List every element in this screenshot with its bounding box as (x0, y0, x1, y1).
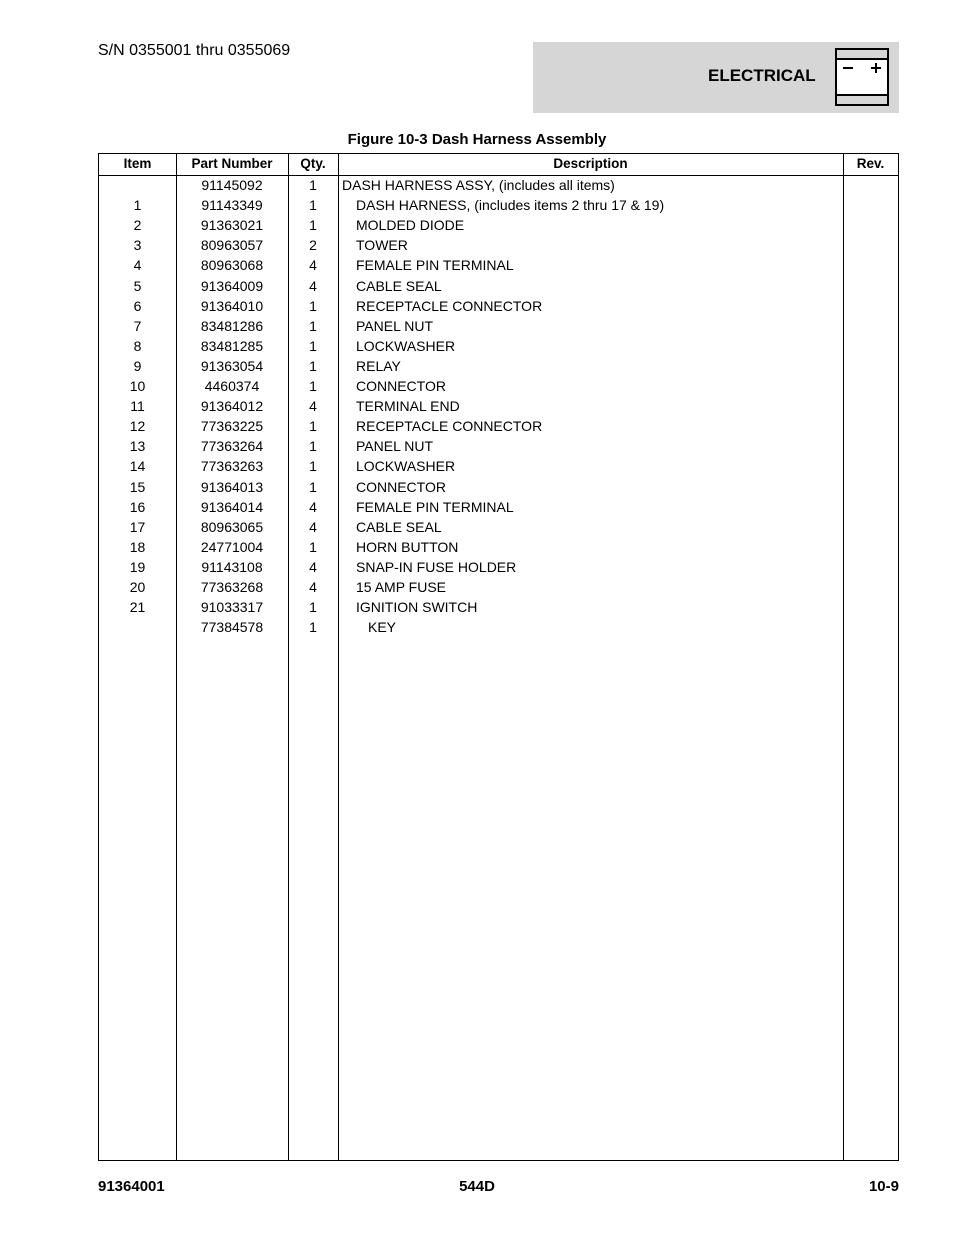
parts-table (98, 153, 899, 1161)
rev-cell (843, 356, 898, 376)
rev-cell (843, 537, 898, 557)
column-header-description: Description (553, 156, 628, 171)
description-cell: CABLE SEAL (356, 518, 442, 535)
item-cell: 4 (133, 257, 142, 274)
part-number-cell: 77363264 (200, 438, 264, 455)
battery-icon (835, 48, 889, 106)
qty-cell: 1 (309, 458, 317, 475)
part-number-cell: 77363268 (200, 579, 264, 595)
description-cell: LOCKWASHER (356, 458, 456, 475)
table-row (99, 577, 898, 597)
description-cell: TERMINAL END (356, 398, 460, 415)
rev-cell (843, 215, 898, 235)
description-cell: FEMALE PIN TERMINAL (356, 257, 514, 274)
description-cell: KEY (368, 619, 397, 636)
table-row (99, 215, 898, 235)
section-header (533, 42, 899, 113)
part-number-cell: 80963065 (200, 518, 264, 535)
qty-cell: 4 (309, 398, 317, 415)
column-header-part-number: Part Number (191, 156, 273, 171)
item-cell (99, 175, 176, 195)
qty-cell: 4 (309, 579, 317, 595)
rev-cell (843, 175, 898, 195)
table-row (99, 396, 898, 416)
description-cell: DASH HARNESS, (includes items 2 thru 17 & 19) (356, 197, 665, 214)
item-cell: 7 (133, 317, 142, 334)
item-cell: 9 (133, 357, 142, 374)
qty-cell: 1 (309, 217, 317, 234)
rev-cell (843, 255, 898, 275)
description-cell: PANEL NUT (356, 317, 434, 334)
table-row (99, 557, 898, 577)
item-cell: 10 (129, 378, 146, 394)
table-row (99, 597, 898, 617)
qty-cell: 1 (309, 438, 317, 455)
qty-cell: 2 (309, 237, 317, 254)
rev-cell (843, 195, 898, 215)
item-cell: 13 (129, 438, 146, 455)
qty-cell: 1 (309, 317, 317, 334)
part-number-cell: 91364014 (200, 498, 264, 515)
figure-title: Figure 10-3 Dash Harness Assembly (347, 131, 607, 148)
item-cell: 1 (133, 197, 142, 214)
part-number-cell: 91363054 (200, 357, 264, 374)
description-cell: LOCKWASHER (356, 337, 456, 354)
qty-cell: 1 (309, 599, 317, 616)
part-number-cell: 77363225 (200, 418, 264, 435)
item-cell: 2 (133, 217, 142, 234)
description-cell: RECEPTACLE CONNECTOR (356, 418, 543, 435)
description-cell: CABLE SEAL (356, 277, 442, 294)
part-number-cell: 80963057 (200, 237, 264, 254)
table-row (99, 436, 898, 456)
item-cell: 19 (129, 558, 146, 575)
part-number-cell: 91363021 (200, 217, 264, 234)
part-number-cell: 83481285 (200, 337, 264, 354)
rev-cell (843, 497, 898, 517)
item-cell: 6 (133, 297, 142, 314)
qty-cell: 1 (309, 197, 317, 214)
description-cell: CONNECTOR (356, 378, 446, 394)
footer-model: 544D (459, 1178, 495, 1195)
qty-cell: 1 (309, 297, 317, 314)
column-header-rev: Rev. (856, 156, 885, 171)
rev-cell (843, 456, 898, 476)
rev-cell (843, 316, 898, 336)
part-number-cell: 4460374 (204, 378, 260, 394)
table-row (99, 537, 898, 557)
part-number-cell: 80963068 (200, 257, 264, 274)
qty-cell: 1 (309, 337, 317, 354)
qty-cell: 4 (309, 257, 317, 274)
item-cell: 5 (133, 277, 142, 294)
qty-cell: 4 (309, 277, 317, 294)
item-cell: 15 (129, 478, 146, 495)
table-row (99, 235, 898, 255)
item-cell: 8 (133, 337, 142, 354)
part-number-cell: 91033317 (200, 599, 264, 616)
table-row (99, 276, 898, 296)
part-number-cell: 77363263 (200, 458, 264, 475)
qty-cell: 1 (309, 378, 317, 394)
rev-cell (843, 557, 898, 577)
rev-cell (843, 577, 898, 597)
footer-page-number: 10-9 (868, 1178, 899, 1195)
item-cell: 18 (129, 538, 146, 555)
description-cell: IGNITION SWITCH (356, 599, 478, 616)
description-cell: FEMALE PIN TERMINAL (356, 498, 514, 515)
part-number-cell: 83481286 (200, 317, 264, 334)
description-cell: RECEPTACLE CONNECTOR (356, 297, 543, 314)
description-cell: CONNECTOR (356, 478, 446, 495)
table-row (99, 416, 898, 436)
part-number-cell: 91364010 (200, 297, 264, 314)
item-cell: 21 (129, 599, 146, 616)
table-row (99, 175, 898, 195)
table-row (99, 316, 898, 336)
rev-cell (843, 336, 898, 356)
qty-cell: 1 (309, 177, 317, 193)
table-row (99, 255, 898, 275)
description-cell: 15 AMP FUSE (356, 579, 447, 595)
qty-cell: 1 (309, 619, 317, 636)
rev-cell (843, 517, 898, 537)
description-cell: RELAY (356, 357, 401, 374)
part-number-cell: 77384578 (200, 619, 264, 636)
qty-cell: 4 (309, 558, 317, 575)
item-cell (99, 617, 176, 637)
item-cell: 17 (129, 518, 146, 535)
table-row (99, 336, 898, 356)
footer-document-number: 91364001 (98, 1178, 165, 1195)
rev-cell (843, 416, 898, 436)
item-cell: 11 (130, 398, 145, 415)
rev-cell (843, 276, 898, 296)
table-row (99, 617, 898, 637)
table-row (99, 517, 898, 537)
qty-cell: 1 (309, 418, 317, 435)
item-cell: 16 (129, 498, 146, 515)
item-cell: 14 (129, 458, 146, 475)
part-number-cell: 91364012 (200, 398, 264, 415)
description-cell: SNAP-IN FUSE HOLDER (356, 558, 517, 575)
rev-cell (843, 597, 898, 617)
part-number-cell: 91364009 (200, 277, 264, 294)
rev-cell (843, 296, 898, 316)
part-number-cell: 24771004 (200, 538, 264, 555)
qty-cell: 1 (309, 357, 317, 374)
description-cell: TOWER (356, 237, 408, 254)
table-row (99, 497, 898, 517)
item-cell: 3 (133, 237, 142, 254)
rev-cell (843, 477, 898, 497)
table-row (99, 376, 898, 396)
section-title: ELECTRICAL (708, 66, 816, 85)
description-cell: PANEL NUT (356, 438, 434, 455)
description-cell: MOLDED DIODE (356, 217, 465, 234)
part-number-cell: 91143349 (201, 197, 263, 214)
column-header-qty: Qty. (300, 156, 326, 171)
description-cell: HORN BUTTON (356, 538, 459, 555)
serial-number-range: S/N 0355001 thru 0355069 (98, 42, 291, 59)
column-header-item: Item (123, 156, 152, 171)
rev-cell (843, 376, 898, 396)
part-number-cell: 91145092 (201, 177, 263, 193)
table-row (99, 456, 898, 476)
qty-cell: 4 (309, 518, 317, 535)
table-row (99, 477, 898, 497)
item-cell: 20 (129, 579, 146, 595)
table-row (99, 195, 898, 215)
qty-cell: 1 (309, 538, 317, 555)
qty-cell: 1 (309, 478, 317, 495)
qty-cell: 4 (309, 498, 317, 515)
item-cell: 12 (129, 418, 146, 435)
rev-cell (843, 235, 898, 255)
rev-cell (843, 396, 898, 416)
table-row (99, 356, 898, 376)
rev-cell (843, 617, 898, 637)
rev-cell (843, 436, 898, 456)
description-cell: DASH HARNESS ASSY, (includes all items) (342, 177, 615, 193)
part-number-cell: 91364013 (200, 478, 264, 495)
part-number-cell: 91143108 (201, 558, 263, 575)
table-row (99, 296, 898, 316)
